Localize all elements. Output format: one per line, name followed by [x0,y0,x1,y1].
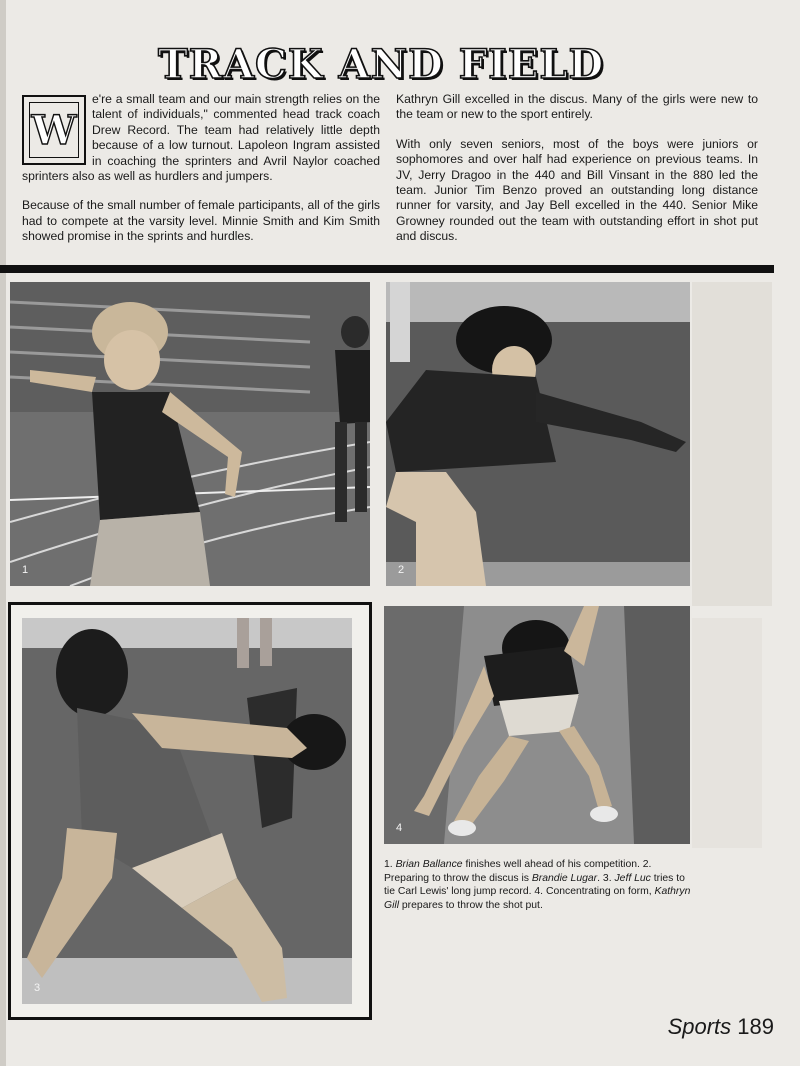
photo-shot-put-image [22,618,352,1004]
photo-number: 1 [22,564,29,576]
caption-name: Jeff Luc [614,872,651,884]
bleed-through-shade [692,282,772,606]
photo-long-jump-image [384,606,690,844]
caption-name: Brian Ballance [395,859,463,870]
bleed-through-shade [692,618,762,848]
photo-sprinter-image [10,282,370,586]
photo-shot-put [22,618,352,1004]
paragraph-intro: e're a small team and our main strength relies on the talent of individuals," commented head track coach Drew Record. The team had relatively little depth because of a low turnout. Lapoleon Ingram assisted in coaching the sprinters and Avril Naylor coached sprinters also as well as hurdlers and jumpers. [22,92,380,184]
caption-text: tries to tie Carl Lewis' long jump record. 4. Concentrating on form, [384,872,685,898]
photo-sprinter-finish [10,282,370,586]
drop-cap-letter: W [29,102,79,158]
paragraph-seniors: With only seven seniors, most of the boys were juniors or sophomores and over half had experience on previous teams. In JV, Jerry Dragoo in the 440 and Bill Vinsant in the 880 led the team. Junior Tim Benzo proved an outstanding long distance runner for varsity, and Jay Bell excelled in the 440. Senior Mike Growney rounded out the team with outstanding effort in shot put and discus. [396,136,758,244]
photo-discus-preparation [386,282,690,586]
caption-name: Brandie Lugar [531,872,598,884]
caption-name: Kathryn Gill [384,886,691,911]
photo-long-jump [384,606,690,844]
section-name: Sports [667,1014,732,1039]
caption-text: . 3. [597,872,615,884]
photo-discus-image [386,282,690,586]
photo-number: 4 [396,822,403,834]
photo-number: 3 [34,982,41,994]
page-edge [0,0,6,1066]
page-footer [668,1014,774,1040]
photo-caption [384,858,694,912]
caption-text: prepares to throw the shot put. [399,899,543,911]
paragraph-girls: Because of the small number of female participants, all of the girls had to compete at the varsity level. Minnie Smith and Kim Smith showed promise in the sprints and hurdles. [22,198,380,244]
caption-text: 1. [384,859,396,870]
page-number: 189 [737,1014,774,1039]
article-column-right [396,92,758,259]
drop-cap [22,95,86,165]
page-title: TRACK AND FIELD [158,41,605,88]
photo-number: 2 [398,564,405,576]
paragraph-discus: Kathryn Gill excelled in the discus. Many of the girls were new to the team or new to the sport entirely. [396,92,758,122]
caption-text: finishes well ahead of his competition. 2. Preparing to throw the discus is [384,859,652,884]
section-divider [0,265,774,273]
